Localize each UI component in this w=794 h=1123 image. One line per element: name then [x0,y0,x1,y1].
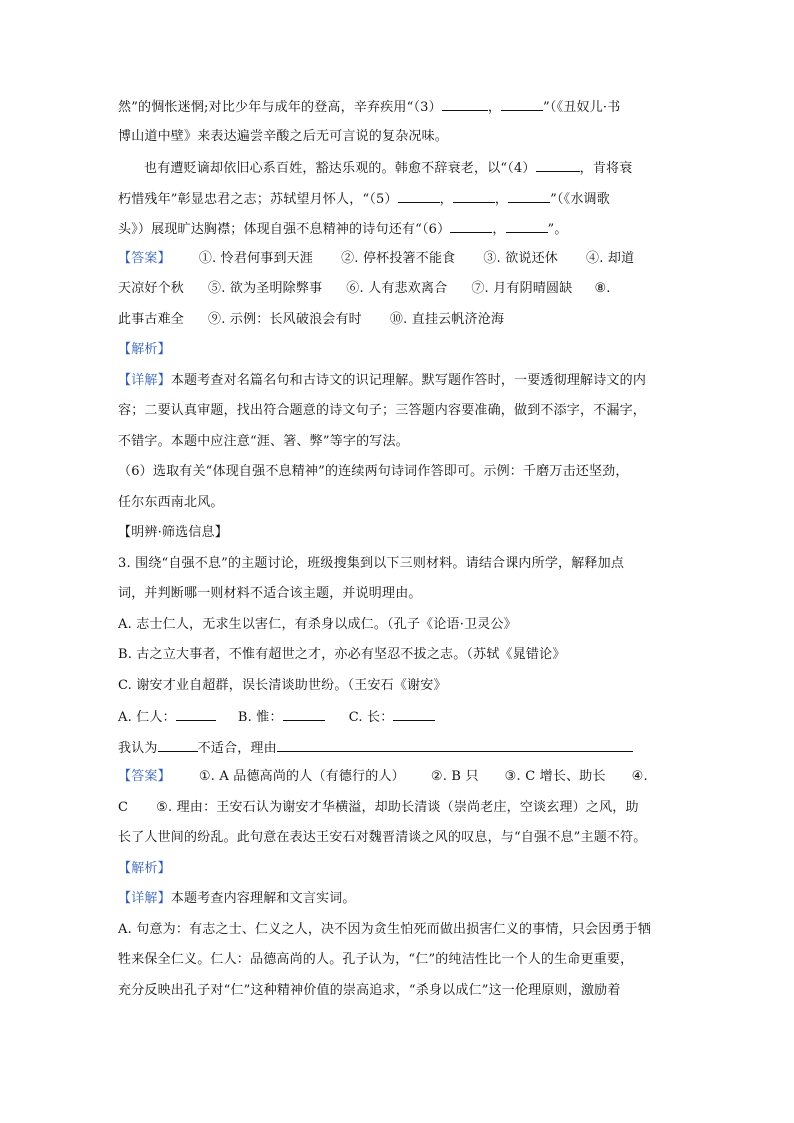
text-run: 头》）展现旷达胸襟；体现自强不息精神的诗句还有“（6） [118,222,451,237]
answer-line [118,800,678,816]
text-line: 充分反映出孔子对“仁”这种精神价值的崇高追求，“杀身以成仁”这一伦理原则，激励着 [118,982,621,998]
answer-blank [176,708,216,721]
answer-item: ⑨. 示例：长风破浪会有时 [208,311,362,327]
text-line: 牲来保全仁义。仁人：品德高尚的人。孔子认为，“仁”的纯洁性比一个人的生命更重要， [118,952,634,967]
answer-line [118,769,678,785]
option-a: A. 志士仁人，无求生以害仁，有杀身以成仁。（孔子《论语·卫灵公》 [118,616,517,632]
text-run: ， [487,100,502,115]
answer-blank [508,190,550,203]
answer-blank [283,708,325,721]
text-line [118,891,678,907]
text-line [118,98,678,114]
answer-item: 天凉好个秋 [118,281,185,296]
answer-blank [158,739,198,752]
text-run: 不适合，理由 [197,740,277,756]
fill-line [118,739,678,755]
answer-label: 【答案】 [118,250,171,266]
option-c: C. 谢安才业自超群，误长清谈助世纷。（王安石《谢安》 [118,677,447,693]
answer-item: ④. 却道 [586,250,635,266]
answer-line [118,312,678,328]
answer-label: 【答案】 [118,769,171,784]
text-run: 本题考查内容理解和文言实词。 [170,891,356,906]
text-run: ， [494,191,509,207]
analysis-label: 【解析】 [118,860,171,876]
answer-item: ⑥. 人有悲欢离合 [346,281,448,296]
answer-item: ③. C 增长、助长 [504,769,606,784]
fill-line [118,708,678,724]
document-page [118,98,678,1013]
answer-item: ⑦. 月有阴晴圆缺 [471,281,573,296]
detail-label: 【详解】 [118,372,171,388]
section-heading: 【明辨·筛选信息】 [118,525,228,540]
answer-blank [506,220,548,233]
section-line [118,861,678,877]
text-run: ”。 [547,222,568,237]
question-line: 3. 围绕“自强不息”的主题讨论，班级搜集到以下三则材料。请结合课内所学，解释加点 [118,555,625,571]
text-line [118,220,678,236]
text-line [118,190,678,206]
answer-blank [501,98,543,111]
text-run: B. 惟： [237,710,283,725]
text-run: ”（《水调歌 [550,191,610,207]
answer-item: ③. 欲说还休 [483,250,559,266]
analysis-label: 【解析】 [118,342,171,357]
option-b: B. 古之立大事者，不惟有超世之才，亦必有坚忍不拔之志。（苏轼《晁错论》 [118,647,566,662]
answer-blank [453,190,495,203]
text-run: ”（《丑奴儿·书 [543,100,621,115]
answer-line [118,251,678,267]
answer-item: ⑤. 理由：王安石认为谢安才华横溢，却助长清谈（崇尚老庄，空谈玄理）之风，助 [156,799,639,815]
question-line: 词，并判断哪一则材料不适合该主题，并说明理由。 [118,586,422,601]
text-run: 然”的惆怅迷惘;对比少年与成年的登高，辛弃疾用“（3） [118,100,442,115]
text-run: ，肯将衰 [579,161,633,176]
text-run: ， [439,191,453,207]
answer-item: ②. B 只 [430,769,479,784]
answer-item: ④. [631,769,648,784]
answer-item: ⑧. [594,281,611,296]
answer-item: ⑤. 欲为圣明除弊事 [208,281,323,296]
answer-item: ①. 怜君何事到天涯 [198,250,314,266]
answer-blank [450,220,492,233]
text-run: C. 长： [348,710,394,725]
section-line [118,342,678,358]
text-line [118,159,678,175]
text-line: 任尔东西南北风。 [118,494,224,510]
answer-item: ⑩. 直挂云帆济沧海 [389,311,505,327]
text-line [118,373,678,389]
text-line: 博山道中壁》来表达遍尝辛酸之后无可言说的复杂况味。 [118,128,449,144]
answer-blank [442,98,488,111]
answer-item: ②. 停杯投箸不能食 [341,250,456,266]
text-line: （6）选取有关“体现自强不息精神”的连续两句诗词作答即可。示例：千磨万击还坚劲， [118,464,629,479]
answer-item: 此事古难全 [118,311,185,327]
answer-item: C [118,799,129,815]
text-line: A. 句意为：有志之士、仁义之人，决不因为贪生怕死而做出损害仁义的事情，只会因勇于牺 [118,921,652,937]
text-run: A. 仁人： [118,710,176,725]
text-run: 本题考查对名篇名句和古诗文的识记理解。默写题作答时，一要透彻理解诗文的内 [170,372,647,388]
answer-blank [398,190,440,203]
text-run: 也有遭贬谪却依旧心系百姓，豁达乐观的。韩愈不辞衰老，以“（4） [144,161,536,176]
answer-blank [536,159,580,172]
answer-item: ①. A 品德高尚的人（有德行的人） [198,769,405,784]
answer-line [118,281,678,297]
text-run: 朽惜残年”彰显忠君之志；苏轼望月怀人，“（5） [118,191,398,207]
text-run: 我认为 [118,740,158,756]
detail-label: 【详解】 [118,891,171,906]
text-line: 容；二要认真审题，找出符合题意的诗文句子；三答题内容要准确，做到不添字，不漏字， [118,403,647,418]
text-line: 长了人世间的纷乱。此句意在表达王安石对魏晋清谈之风的叹息，与“自强不息”主题不符。 [118,830,647,845]
text-line: 不错字。本题中应注意“涯、箸、弊”等字的写法。 [118,433,409,449]
text-run: ， [492,222,506,237]
answer-blank [277,739,633,752]
answer-blank [393,708,435,721]
